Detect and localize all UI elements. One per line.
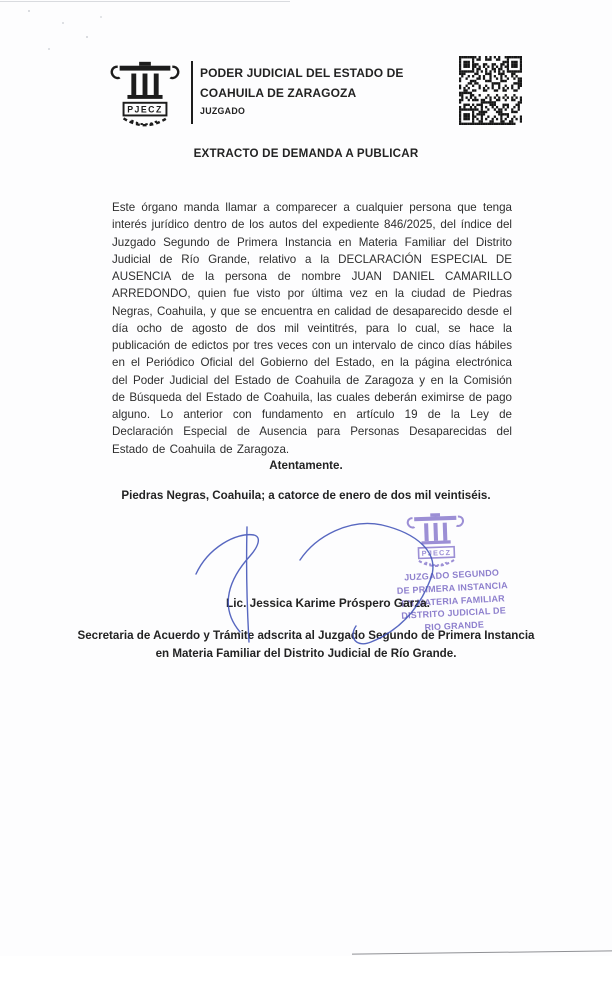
stamp-line-3: EN MATERIA FAMILIAR <box>400 592 506 609</box>
court-stamp-acronym: PJECZ <box>421 547 452 558</box>
stamp-line-5: RIO GRANDE <box>424 619 485 633</box>
org-header <box>200 64 460 116</box>
signer-title: Secretaria de Acuerdo y Trámite adscrita al Juzgado Segundo de Primera Instancia en Materia Familiar del Distrito Judicial de Río Grande. <box>77 629 535 660</box>
stamp-line-4: DISTRITO JUDICIAL DE <box>401 605 507 622</box>
header-divider <box>191 61 193 124</box>
salutation: Atentamente. <box>269 459 343 472</box>
scan-top-edge <box>0 1 290 2</box>
pjecz-logo-acronym: PJECZ <box>127 104 163 115</box>
org-subtitle: JUZGADO <box>200 106 246 116</box>
pjecz-logo-icon <box>106 57 184 131</box>
signer-name: Lic. Jessica Karime Próspero Garza. <box>226 596 430 610</box>
court-stamp-emblem-icon <box>401 509 471 571</box>
org-name-line1: PODER JUDICIAL DEL ESTADO DE <box>200 66 404 80</box>
org-name-line2: COAHUILA DE ZARAGOZA <box>200 85 357 100</box>
scan-bottom-margin <box>0 956 612 1008</box>
body-paragraph: Este órgano manda llamar a comparecer a cualquier persona que tenga interés jurídico dentro de los autos del expediente 846/2025, del índice del Juzgado Segundo de Primera Instancia en Materia Familiar del Distrito Judicial de Río Grande, relativo a la DECLARACIÓN ESPECIAL DE AUSENCIA de la persona de nombre JUAN DANIEL CAMARILLO ARREDONDO, quien fue visto por última vez en la ciudad de Piedras Negras, Coahuila, y que se encuentra en calidad de desaparecido desde el día ocho de agosto de dos mil veintitrés, para lo cual, se hace la publicación de edictos por tres veces con un intervalo de cinco días hábiles en el Periódico Oficial del Gobierno del Estado, en la página electrónica del Poder Judicial del Estado de Coahuila de Zaragoza y en la Comisión de Búsqueda del Estado de Coahuila, las cuales deberán eximirse de pago alguno. Lo anterior con fundamento en artículo 19 de la Ley de Declaración Especial de Ausencia para Personas Desaparecidas del Estado de Coahuila de Zaragoza. <box>112 201 512 456</box>
scan-speckles <box>28 10 30 12</box>
date-line: Piedras Negras, Coahuila; a catorce de enero de dos mil veintiséis. <box>121 489 491 502</box>
document-title: EXTRACTO DE DEMANDA A PUBLICAR <box>193 147 419 160</box>
scan-bottom-edge <box>352 950 612 954</box>
stamp-line-1: JUZGADO SEGUNDO <box>403 567 500 583</box>
qr-code <box>459 56 522 125</box>
stamp-line-2: DE PRIMERA INSTANCIA <box>396 579 508 596</box>
